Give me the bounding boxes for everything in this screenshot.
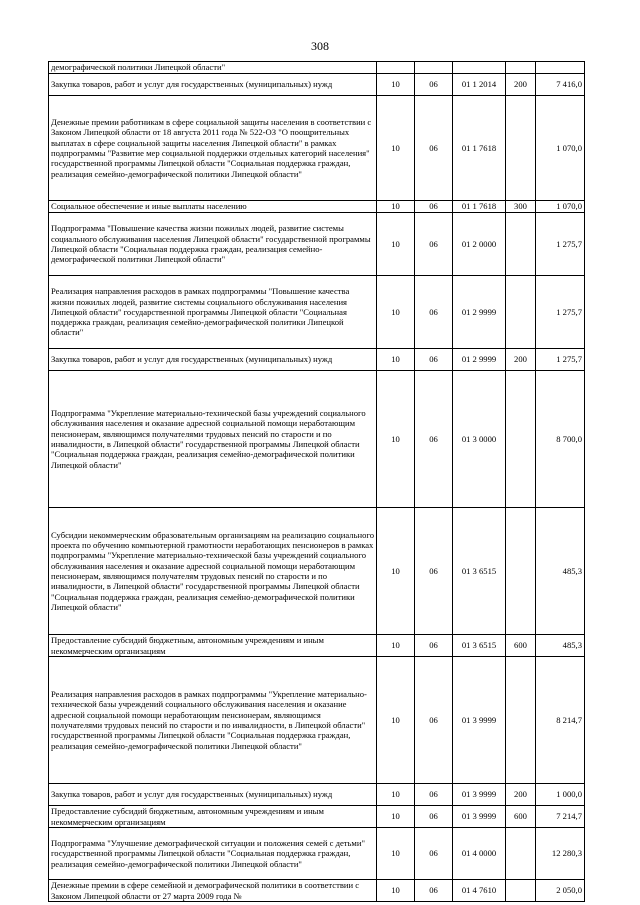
budget-table: [48, 61, 585, 902]
target-article-cell: 01 2 9999: [453, 349, 506, 371]
amount-cell: 1 000,0: [536, 784, 585, 806]
subsection-code-cell: 06: [415, 828, 453, 880]
subsection-code-cell: 06: [415, 213, 453, 276]
table-row: [49, 806, 585, 828]
section-code-cell: 10: [377, 74, 415, 96]
target-article-cell: 01 4 0000: [453, 828, 506, 880]
target-article-cell: 01 1 2014: [453, 74, 506, 96]
subsection-code-cell: 06: [415, 371, 453, 508]
expense-name-cell: демографической политики Липецкой области": [49, 62, 377, 74]
expense-type-cell: [506, 62, 536, 74]
expense-name-cell: Денежные премии в сфере семейной и демографической политики в соответствии с Законом Липецкой области от 27 марта 2009 года №: [49, 880, 377, 902]
expense-name-cell: Социальное обеспечение и иные выплаты населению: [49, 201, 377, 213]
expense-type-cell: [506, 276, 536, 349]
subsection-code-cell: 06: [415, 201, 453, 213]
table-row: [49, 508, 585, 635]
subsection-code-cell: 06: [415, 880, 453, 902]
amount-cell: 1 070,0: [536, 96, 585, 201]
target-article-cell: 01 3 6515: [453, 508, 506, 635]
table-row: [49, 276, 585, 349]
target-article-cell: 01 1 7618: [453, 201, 506, 213]
expense-type-cell: 200: [506, 784, 536, 806]
target-article-cell: 01 3 9999: [453, 784, 506, 806]
expense-type-cell: [506, 880, 536, 902]
subsection-code-cell: 06: [415, 96, 453, 201]
expense-type-cell: 200: [506, 74, 536, 96]
table-row: [49, 635, 585, 657]
section-code-cell: 10: [377, 371, 415, 508]
expense-type-cell: 200: [506, 349, 536, 371]
table-row: [49, 784, 585, 806]
section-code-cell: 10: [377, 201, 415, 213]
expense-name-cell: Реализация направления расходов в рамках подпрограммы "Укрепление материально-технической базы учреждений социального обслуживания населения и оказание адресной социальной помощи неработающим пенсионерам, являющимся получателями трудовых пенсий по старости и по инвалидности, в Липецкой области" государственной программы Липецкой области "Социальная поддержка граждан, реализация семейно-демографической политики Липецкой области": [49, 657, 377, 784]
amount-cell: [536, 62, 585, 74]
expense-name-cell: Подпрограмма "Улучшение демографической ситуации и положения семей с детьми" государственной программы Липецкой области "Социальная поддержка граждан, реализация семейно-демографической политики Липецкой области": [49, 828, 377, 880]
target-article-cell: 01 3 9999: [453, 657, 506, 784]
target-article-cell: 01 4 7610: [453, 880, 506, 902]
amount-cell: 7 416,0: [536, 74, 585, 96]
amount-cell: 2 050,0: [536, 880, 585, 902]
table-row: [49, 371, 585, 508]
expense-name-cell: Реализация направления расходов в рамках подпрограммы "Повышение качества жизни пожилых людей, развитие системы социального обслуживания населения Липецкой области" государственной программы Липецкой области "Социальная поддержка граждан, реализация семейно-демографической политики Липецкой области": [49, 276, 377, 349]
expense-name-cell: Предоставление субсидий бюджетным, автономным учреждениям и иным некоммерческим организациям: [49, 806, 377, 828]
section-code-cell: 10: [377, 880, 415, 902]
subsection-code-cell: 06: [415, 657, 453, 784]
table-row: [49, 213, 585, 276]
amount-cell: 8 214,7: [536, 657, 585, 784]
expense-type-cell: 300: [506, 201, 536, 213]
target-article-cell: 01 3 0000: [453, 371, 506, 508]
expense-type-cell: [506, 371, 536, 508]
expense-type-cell: 600: [506, 806, 536, 828]
table-row: [49, 62, 585, 74]
target-article-cell: 01 1 7618: [453, 96, 506, 201]
table-row: [49, 201, 585, 213]
section-code-cell: 10: [377, 508, 415, 635]
section-code-cell: [377, 62, 415, 74]
expense-name-cell: Подпрограмма "Повышение качества жизни пожилых людей, развитие системы социального обслуживания населения Липецкой области" государственной программы Липецкой области "Социальная поддержка граждан, реализация семейно-демографической политики Липецкой области": [49, 213, 377, 276]
expense-type-cell: [506, 508, 536, 635]
expense-name-cell: Подпрограмма "Укрепление материально-технической базы учреждений социального обслуживания населения и оказание адресной социальной помощи неработающим пенсионерам, являющимся получателями трудовых пенсий по старости и по инвалидности, в Липецкой области" государственной программы Липецкой области "Социальная поддержка граждан, реализация семейно-демографической политики Липецкой области": [49, 371, 377, 508]
expense-name-cell: Закупка товаров, работ и услуг для государственных (муниципальных) нужд: [49, 74, 377, 96]
expense-type-cell: 600: [506, 635, 536, 657]
expense-type-cell: [506, 828, 536, 880]
subsection-code-cell: [415, 62, 453, 74]
subsection-code-cell: 06: [415, 784, 453, 806]
amount-cell: 1 275,7: [536, 349, 585, 371]
target-article-cell: 01 3 6515: [453, 635, 506, 657]
expense-name-cell: Денежные премии работникам в сфере социальной защиты населения в соответствии с Законом Липецкой области от 18 августа 2011 года № 522-ОЗ "О поощрительных выплатах в сфере социальной защиты населения Липецкой области" в рамках подпрограммы "Развитие мер социальной поддержки отдельных категорий населения" государственной программы Липецкой области "Социальная поддержка граждан, реализация семейно-демографической политики Липецкой области": [49, 96, 377, 201]
page-number: 308: [311, 39, 329, 53]
amount-cell: 12 280,3: [536, 828, 585, 880]
expense-type-cell: [506, 213, 536, 276]
amount-cell: 8 700,0: [536, 371, 585, 508]
table-row: [49, 349, 585, 371]
table-row: [49, 96, 585, 201]
table-row: [49, 828, 585, 880]
amount-cell: 1 070,0: [536, 201, 585, 213]
budget-table-body: [49, 62, 585, 902]
subsection-code-cell: 06: [415, 806, 453, 828]
subsection-code-cell: 06: [415, 276, 453, 349]
expense-type-cell: [506, 96, 536, 201]
section-code-cell: 10: [377, 96, 415, 201]
table-row: [49, 880, 585, 902]
subsection-code-cell: 06: [415, 508, 453, 635]
expense-name-cell: Субсидии некоммерческим образовательным организациям на реализацию социального проекта по обучению компьютерной грамотности неработающих пенсионеров в рамках подпрограммы "Укрепление материально-технической базы учреждений социального обслуживания населения и оказание адресной социальной помощи неработающим пенсионерам, являющимся получателям трудовых пенсий по старости и по инвалидности, в Липецкой области" государственной программы Липецкой области "Социальная поддержка граждан, реализация семейно-демографической политики Липецкой области": [49, 508, 377, 635]
target-article-cell: 01 2 9999: [453, 276, 506, 349]
section-code-cell: 10: [377, 349, 415, 371]
amount-cell: 485,3: [536, 635, 585, 657]
table-row: [49, 74, 585, 96]
expense-type-cell: [506, 657, 536, 784]
target-article-cell: [453, 62, 506, 74]
table-row: [49, 657, 585, 784]
section-code-cell: 10: [377, 828, 415, 880]
section-code-cell: 10: [377, 635, 415, 657]
section-code-cell: 10: [377, 657, 415, 784]
subsection-code-cell: 06: [415, 74, 453, 96]
expense-name-cell: Закупка товаров, работ и услуг для государственных (муниципальных) нужд: [49, 784, 377, 806]
section-code-cell: 10: [377, 806, 415, 828]
subsection-code-cell: 06: [415, 349, 453, 371]
amount-cell: 485,3: [536, 508, 585, 635]
target-article-cell: 01 2 0000: [453, 213, 506, 276]
amount-cell: 1 275,7: [536, 213, 585, 276]
amount-cell: 7 214,7: [536, 806, 585, 828]
amount-cell: 1 275,7: [536, 276, 585, 349]
expense-name-cell: Предоставление субсидий бюджетным, автономным учреждениям и иным некоммерческим организациям: [49, 635, 377, 657]
expense-name-cell: Закупка товаров, работ и услуг для государственных (муниципальных) нужд: [49, 349, 377, 371]
section-code-cell: 10: [377, 276, 415, 349]
section-code-cell: 10: [377, 784, 415, 806]
target-article-cell: 01 3 9999: [453, 806, 506, 828]
section-code-cell: 10: [377, 213, 415, 276]
subsection-code-cell: 06: [415, 635, 453, 657]
